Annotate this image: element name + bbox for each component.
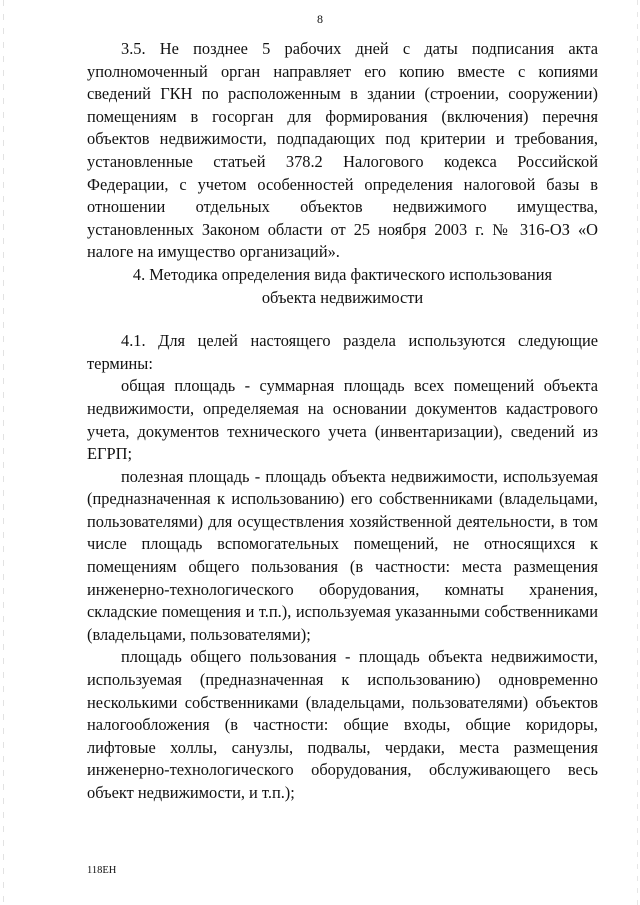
section-4-title-line2: объекта недвижимости [261,287,424,307]
term-total-area: общая площадь - суммарная площадь всех помещений объекта недвижимости, определяемая на основании документов кадастрового учета, документов технического учета (инвентаризации), сведений из ЕГРП; [87,376,598,464]
term-useful-area: полезная площадь - площадь объекта недвижимости, используемая (предназначенная к использованию) его собственниками (владельцами, пользователями) для осуществления хозяйственной деятельности, в том числе площадь вспомогательных помещений, не относящихся к помещениям общего пользования (в частности: места размещения инженерно-технологического оборудования, комнаты хранения, складские помещения и т.п.), используемая указанными собственниками (владельцами, пользователями); [87,466,598,644]
page-number: 8 [317,12,323,26]
paragraph-3-5: 3.5. Не позднее 5 рабочих дней с даты подписания акта уполномоченный орган направляет его копию вместе с копиями сведений ГКН по расположенным в здании (строении, сооружении) помещениям в госорган для формирования (включения) перечня объектов недвижимости, подпадающих под критерии и требования, установленные статьей 378.2 Налогового кодекса Российской Федерации, с учетом особенностей определения налоговой базы в отношении отдельных объектов недвижимого имущества, установленных Законом области от 25 ноября 2003 г. № 316-ОЗ «О налоге на имущество организаций». [87,39,598,262]
term-common-area: площадь общего пользования - площадь объекта недвижимости, используемая (предназначенная к использованию) одновременно несколькими собственниками (владельцами, пользователями) объектов налогообложения (в частности: общие входы, общие коридоры, лифтовые холлы, санузлы, подвалы, чердаки, места размещения инженерно-технологического оборудования, обслуживающего весь объект недвижимости, и т.п.); [87,647,598,802]
paragraph-4-1: 4.1. Для целей настоящего раздела используются следующие термины: [87,331,598,373]
footer-document-code: 118ЕН [87,865,117,876]
section-4-title-line1: 4. Методика определения вида фактического использования [132,264,553,284]
scan-margin-left [3,0,4,905]
document-body [87,38,598,805]
scan-margin-right [637,0,638,905]
